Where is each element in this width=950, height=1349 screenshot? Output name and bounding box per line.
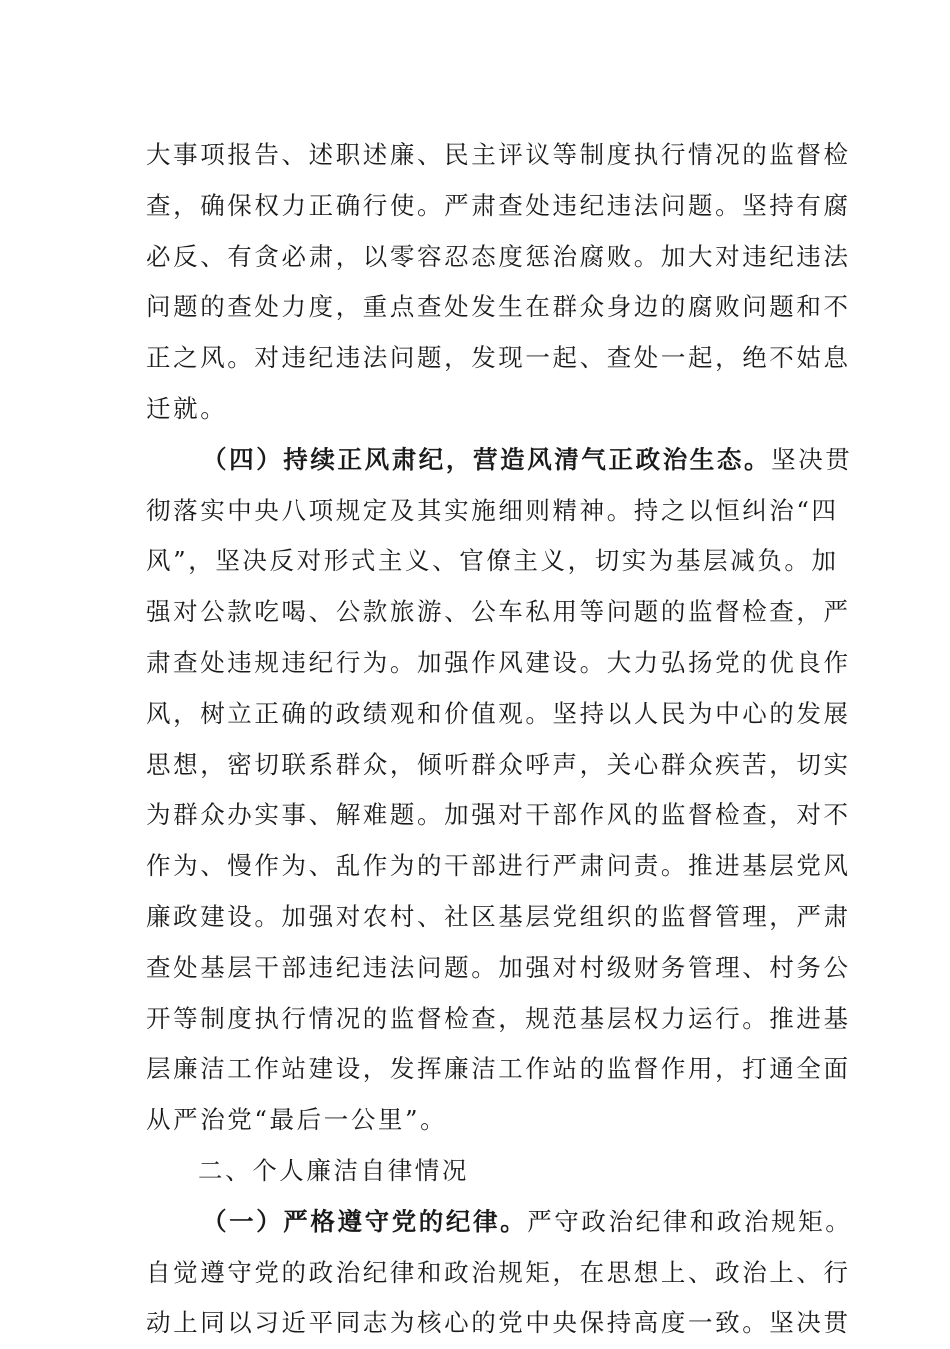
text-line: 查处基层干部违纪违法问题。加强对村级财务管理、村务公 — [146, 952, 851, 982]
text-line: 自觉遵守党的政治纪律和政治规矩，在思想上、政治上、行 — [146, 1257, 851, 1287]
text-line: 为群众办实事、解难题。加强对干部作风的监督检查，对不 — [146, 800, 851, 830]
text-line: 大事项报告、述职述廉、民主评议等制度执行情况的监督检 — [146, 140, 851, 169]
text-segment: 严守政治纪律和政治规矩。 — [527, 1206, 853, 1236]
text-line: 廉政建设。加强对农村、社区基层党组织的监督管理，严肃 — [146, 901, 851, 931]
text-line: 必反、有贪必肃，以零容忍态度惩治腐败。加大对违纪违法 — [146, 241, 851, 271]
text-line: 肃查处违规违纪行为。加强作风建设。大力弘扬党的优良作 — [146, 647, 851, 677]
text-line: 层廉洁工作站建设，发挥廉洁工作站的监督作用，打通全面 — [146, 1054, 851, 1084]
text-line: 问题的查处力度，重点查处发生在群众身边的腐败问题和不 — [146, 292, 851, 322]
text-line: 查，确保权力正确行使。严肃查处违纪违法问题。坚持有腐 — [146, 190, 851, 220]
text-line: 动上同以习近平同志为核心的党中央保持高度一致。坚决贯 — [146, 1308, 851, 1338]
document-body — [146, 130, 853, 1349]
text-line: 正之风。对违纪违法问题，发现一起、查处一起，绝不姑息 — [146, 343, 851, 373]
text-line: 风”，坚决反对形式主义、官僚主义，切实为基层减负。加 — [146, 546, 839, 576]
text-line: 思想，密切联系群众，倾听群众呼声，关心群众疾苦，切实 — [146, 749, 851, 779]
text-line: 从严治党“最后一公里”。 — [146, 1105, 448, 1135]
text-line: 风，树立正确的政绩观和价值观。坚持以人民为中心的发展 — [146, 698, 851, 728]
text-line: 迁就。 — [146, 393, 228, 423]
text-line: 彻落实中央八项规定及其实施细则精神。持之以恒纠治“四 — [146, 495, 839, 525]
paragraph-four-first-line — [146, 435, 853, 486]
text-line: 强对公款吃喝、公款旅游、公车私用等问题的监督检查，严 — [146, 597, 851, 627]
text-line: 开等制度执行情况的监督检查，规范基层权力运行。推进基 — [146, 1003, 851, 1033]
text-line: 作为、慢作为、乱作为的干部进行严肃问责。推进基层党风 — [146, 851, 851, 881]
subheading-four: （四）持续正风肃纪，营造风清气正政治生态。 — [202, 444, 772, 474]
paragraph-one-first-line — [146, 1197, 853, 1248]
subheading-one: （一）严格遵守党的纪律。 — [202, 1206, 528, 1236]
text-segment: 坚决贯 — [771, 444, 853, 474]
section-heading: 二、个人廉洁自律情况 — [198, 1155, 469, 1185]
